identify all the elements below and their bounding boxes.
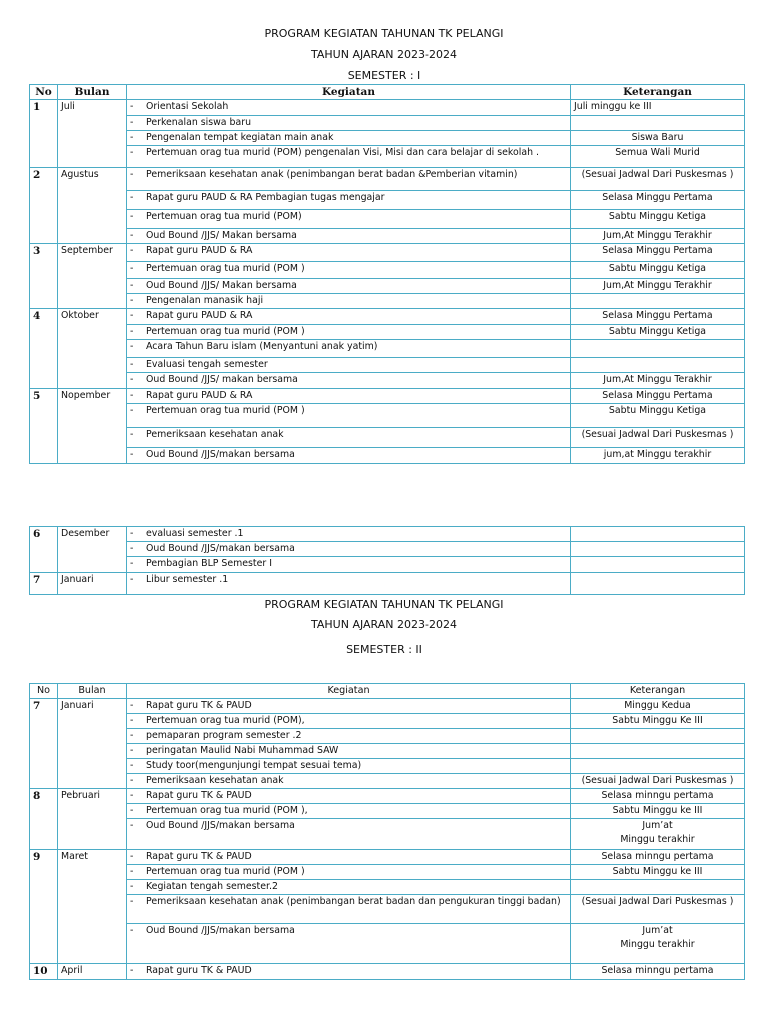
activity-text: Pertemuan orag tua murid (POM ), — [146, 805, 308, 816]
semester2-table — [29, 683, 745, 980]
keterangan-cell — [571, 358, 745, 373]
activity-cell — [127, 448, 571, 464]
table-row — [30, 262, 745, 279]
activity-text: Rapat guru TK & PAUD — [146, 790, 252, 801]
activity-cell — [127, 759, 571, 774]
activity-text: Oud Bound /JJS/ Makan bersama — [146, 230, 297, 241]
table-row — [30, 229, 745, 244]
keterangan-text: Siswa Baru — [631, 132, 684, 143]
keterangan-cell — [571, 244, 745, 262]
table-row — [30, 819, 745, 850]
table-row — [30, 542, 745, 557]
bullet-dash: - — [130, 310, 134, 321]
table-row — [30, 729, 745, 744]
activity-cell — [127, 542, 571, 557]
activity-text: Oud Bound /JJS/ makan bersama — [146, 374, 298, 385]
table-row — [30, 804, 745, 819]
month-name: April — [58, 964, 127, 980]
semester2-academic-year: TAHUN AJARAN 2023-2024 — [311, 618, 457, 631]
keterangan-cell — [571, 774, 745, 789]
month-number: 10 — [30, 964, 58, 980]
keterangan-cell — [571, 210, 745, 229]
bullet-dash: - — [130, 101, 134, 112]
bullet-dash: - — [130, 760, 134, 771]
bullet-dash: - — [130, 359, 134, 370]
table-row — [30, 714, 745, 729]
bullet-dash: - — [130, 574, 134, 585]
activity-text: Rapat guru TK & PAUD — [146, 700, 252, 711]
table-row — [30, 168, 745, 191]
keterangan-text: Sabtu Minggu ke III — [612, 805, 703, 816]
activity-text: Pertemuan orag tua murid (POM ) — [146, 263, 305, 274]
keterangan-cell — [571, 279, 745, 294]
keterangan-text: Sabtu Minggu Ketiga — [608, 326, 707, 337]
month-name: Maret — [58, 850, 127, 964]
activity-text: Pembagian BLP Semester I — [146, 558, 272, 569]
activity-cell — [127, 557, 571, 573]
table-row — [30, 244, 745, 262]
header-bulan: Bulan — [58, 684, 127, 699]
bullet-dash: - — [130, 851, 134, 862]
month-number: 1 — [30, 100, 58, 168]
keterangan-text: Juli minggu ke III — [574, 101, 652, 112]
table-row — [30, 850, 745, 865]
keterangan-cell — [571, 527, 745, 542]
semester1-continued-table — [29, 526, 745, 595]
table-row — [30, 573, 745, 595]
keterangan-cell — [571, 895, 745, 924]
month-number: 7 — [30, 699, 58, 789]
activity-text: Pertemuan orag tua murid (POM) — [146, 211, 302, 222]
bullet-dash: - — [130, 896, 134, 907]
activity-text: evaluasi semester .1 — [146, 528, 244, 539]
activity-text: Oud Bound /JJS/ Makan bersama — [146, 280, 297, 291]
activity-cell — [127, 131, 571, 146]
keterangan-cell — [571, 262, 745, 279]
keterangan-cell — [571, 699, 745, 714]
header-keterangan: Keterangan — [571, 85, 745, 100]
table-row — [30, 744, 745, 759]
bullet-dash: - — [130, 263, 134, 274]
keterangan-text: Jum,At Minggu Terakhir — [603, 230, 712, 241]
bullet-dash: - — [130, 558, 134, 569]
keterangan-cell — [571, 404, 745, 428]
table-row — [30, 294, 745, 309]
semester1-academic-year: TAHUN AJARAN 2023-2024 — [311, 48, 457, 61]
month-name: Juli — [58, 100, 127, 168]
activity-cell — [127, 389, 571, 404]
keterangan-text: (Sesuai Jadwal Dari Puskesmas ) — [581, 775, 734, 786]
activity-text: peringatan Maulid Nabi Muhammad SAW — [146, 745, 339, 756]
bullet-dash: - — [130, 866, 134, 877]
table-row — [30, 146, 745, 168]
keterangan-text: Sabtu Minggu Ketiga — [608, 405, 707, 416]
table-header-row — [30, 684, 745, 699]
bullet-dash: - — [130, 147, 134, 158]
table-row — [30, 789, 745, 804]
activity-text: Pemeriksaan kesehatan anak (penimbangan berat badan dan pengukuran tinggi badan) — [146, 896, 561, 907]
table-row — [30, 373, 745, 389]
activity-text: Pengenalan tempat kegiatan main anak — [146, 132, 334, 143]
activity-cell — [127, 527, 571, 542]
activity-text: Pemeriksaan kesehatan anak — [146, 775, 284, 786]
activity-cell — [127, 428, 571, 448]
activity-text: Oud Bound /JJS/makan bersama — [146, 449, 295, 460]
bullet-dash: - — [130, 730, 134, 741]
bullet-dash: - — [130, 211, 134, 222]
header-kegiatan: Kegiatan — [127, 684, 571, 699]
keterangan-cell — [571, 100, 745, 116]
semester1-label: SEMESTER : I — [347, 69, 421, 82]
activity-cell — [127, 774, 571, 789]
keterangan-cell — [571, 714, 745, 729]
month-name: Agustus — [58, 168, 127, 244]
month-number: 5 — [30, 389, 58, 464]
activity-cell — [127, 146, 571, 168]
keterangan-cell — [571, 729, 745, 744]
activity-text: Pemeriksaan kesehatan anak — [146, 429, 284, 440]
bullet-dash: - — [130, 390, 134, 401]
table-row — [30, 340, 745, 358]
activity-cell — [127, 325, 571, 340]
table-row — [30, 389, 745, 404]
activity-text: Pertemuan orag tua murid (POM ) — [146, 326, 305, 337]
keterangan-cell — [571, 744, 745, 759]
table-row — [30, 557, 745, 573]
month-name: Januari — [58, 699, 127, 789]
table-row — [30, 325, 745, 340]
activity-text: Kegiatan tengah semester.2 — [146, 881, 278, 892]
keterangan-text: Sabtu Minggu Ke III — [612, 715, 703, 726]
keterangan-text: Selasa minngu pertama — [601, 965, 714, 976]
activity-cell — [127, 100, 571, 116]
table-row — [30, 880, 745, 895]
keterangan-text: Selasa Minggu Pertama — [602, 390, 713, 401]
bullet-dash: - — [130, 820, 134, 831]
activity-cell — [127, 819, 571, 850]
bullet-dash: - — [130, 449, 134, 460]
header-no: No — [30, 684, 58, 699]
activity-cell — [127, 744, 571, 759]
activity-text: Oud Bound /JJS/makan bersama — [146, 820, 295, 831]
keterangan-cell — [571, 389, 745, 404]
keterangan-cell — [571, 542, 745, 557]
table-row — [30, 116, 745, 131]
activity-text: Rapat guru PAUD & RA — [146, 310, 253, 321]
keterangan-cell — [571, 116, 745, 131]
keterangan-cell — [571, 229, 745, 244]
bullet-dash: - — [130, 805, 134, 816]
bullet-dash: - — [130, 341, 134, 352]
bullet-dash: - — [130, 132, 134, 143]
keterangan-cell — [571, 573, 745, 595]
month-number: 3 — [30, 244, 58, 309]
bullet-dash: - — [130, 326, 134, 337]
keterangan-text: Selasa minngu pertama — [601, 790, 714, 801]
keterangan-cell — [571, 325, 745, 340]
month-name: September — [58, 244, 127, 309]
table-row — [30, 210, 745, 229]
activity-cell — [127, 573, 571, 595]
keterangan-cell — [571, 309, 745, 325]
month-number: 2 — [30, 168, 58, 244]
month-number: 4 — [30, 309, 58, 389]
keterangan-text: Selasa Minggu Pertama — [602, 192, 713, 203]
activity-cell — [127, 895, 571, 924]
table-row — [30, 448, 745, 464]
table-row — [30, 279, 745, 294]
semester2-title: PROGRAM KEGIATAN TAHUNAN TK PELANGI — [264, 598, 504, 611]
table-row — [30, 865, 745, 880]
activity-cell — [127, 210, 571, 229]
bullet-dash: - — [130, 117, 134, 128]
activity-text: pemaparan program semester .2 — [146, 730, 302, 741]
table-row — [30, 358, 745, 373]
activity-text: Pertemuan orag tua murid (POM ) — [146, 866, 305, 877]
keterangan-text: Jum’at — [642, 925, 673, 936]
bullet-dash: - — [130, 528, 134, 539]
bullet-dash: - — [130, 715, 134, 726]
keterangan-cell — [571, 804, 745, 819]
header-kegiatan: Kegiatan — [127, 85, 571, 100]
activity-cell — [127, 116, 571, 131]
activity-text: Pemeriksaan kesehatan anak (penimbangan berat badan &Pemberian vitamin) — [146, 169, 518, 180]
activity-text: Rapat guru PAUD & RA — [146, 245, 253, 256]
activity-cell — [127, 865, 571, 880]
keterangan-text: Jum’at — [642, 820, 673, 831]
table-row — [30, 895, 745, 924]
activity-cell — [127, 964, 571, 980]
keterangan-cell — [571, 924, 745, 964]
bullet-dash: - — [130, 790, 134, 801]
activity-cell — [127, 244, 571, 262]
table-row — [30, 428, 745, 448]
bullet-dash: - — [130, 295, 134, 306]
bullet-dash: - — [130, 745, 134, 756]
month-name: Pebruari — [58, 789, 127, 850]
table-row — [30, 131, 745, 146]
keterangan-text: (Sesuai Jadwal Dari Puskesmas ) — [581, 429, 734, 440]
activity-cell — [127, 358, 571, 373]
keterangan-cell — [571, 294, 745, 309]
month-number: 9 — [30, 850, 58, 964]
activity-cell — [127, 729, 571, 744]
keterangan-text: Minggu Kedua — [624, 700, 691, 711]
activity-cell — [127, 699, 571, 714]
keterangan-text: Selasa Minggu Pertama — [602, 310, 713, 321]
semester2-label: SEMESTER : II — [346, 643, 422, 656]
table-row — [30, 100, 745, 116]
activity-text: Pertemuan orag tua murid (POM), — [146, 715, 305, 726]
keterangan-text-line2: Minggu terakhir — [620, 834, 695, 845]
semester1-table — [29, 84, 745, 464]
activity-cell — [127, 191, 571, 210]
bullet-dash: - — [130, 230, 134, 241]
keterangan-text: Sabtu Minggu Ketiga — [608, 211, 707, 222]
keterangan-cell — [571, 191, 745, 210]
activity-cell — [127, 294, 571, 309]
month-number: 8 — [30, 789, 58, 850]
activity-cell — [127, 229, 571, 244]
keterangan-cell — [571, 850, 745, 865]
keterangan-text-line2: Minggu terakhir — [620, 939, 695, 950]
keterangan-cell — [571, 448, 745, 464]
table-row — [30, 699, 745, 714]
month-number: 7 — [30, 573, 58, 595]
bullet-dash: - — [130, 881, 134, 892]
activity-cell — [127, 880, 571, 895]
activity-cell — [127, 309, 571, 325]
table-row — [30, 527, 745, 542]
activity-cell — [127, 789, 571, 804]
header-keterangan: Keterangan — [571, 684, 745, 699]
activity-text: Pengenalan manasik haji — [146, 295, 264, 306]
keterangan-text: Sabtu Minggu ke III — [612, 866, 703, 877]
bullet-dash: - — [130, 169, 134, 180]
activity-cell — [127, 404, 571, 428]
keterangan-cell — [571, 819, 745, 850]
activity-cell — [127, 714, 571, 729]
activity-cell — [127, 168, 571, 191]
activity-text: Oud Bound /JJS/makan bersama — [146, 543, 295, 554]
activity-text: Libur semester .1 — [146, 574, 229, 585]
month-number: 6 — [30, 527, 58, 573]
activity-text: Perkenalan siswa baru — [146, 117, 252, 128]
month-name: Nopember — [58, 389, 127, 464]
table-row — [30, 964, 745, 980]
table-row — [30, 759, 745, 774]
activity-text: Rapat guru TK & PAUD — [146, 965, 252, 976]
bullet-dash: - — [130, 405, 134, 416]
bullet-dash: - — [130, 775, 134, 786]
activity-cell — [127, 804, 571, 819]
keterangan-cell — [571, 865, 745, 880]
keterangan-text: Selasa Minggu Pertama — [602, 245, 713, 256]
keterangan-text: Jum,At Minggu Terakhir — [603, 374, 712, 385]
keterangan-text: Selasa minngu pertama — [601, 851, 714, 862]
keterangan-text: (Sesuai Jadwal Dari Puskesmas ) — [581, 169, 734, 180]
bullet-dash: - — [130, 965, 134, 976]
activity-text: Pertemuan orag tua murid (POM ) — [146, 405, 305, 416]
bullet-dash: - — [130, 700, 134, 711]
keterangan-cell — [571, 880, 745, 895]
keterangan-text: jum,at Minggu terakhir — [603, 449, 712, 460]
bullet-dash: - — [130, 429, 134, 440]
keterangan-cell — [571, 168, 745, 191]
activity-text: Orientasi Sekolah — [146, 101, 229, 112]
month-name: Desember — [58, 527, 127, 573]
table-row — [30, 191, 745, 210]
activity-cell — [127, 340, 571, 358]
keterangan-cell — [571, 759, 745, 774]
bullet-dash: - — [130, 280, 134, 291]
bullet-dash: - — [130, 543, 134, 554]
activity-text: Oud Bound /JJS/makan bersama — [146, 925, 295, 936]
header-bulan: Bulan — [58, 85, 127, 100]
activity-text: Study toor(mengunjungi tempat sesuai tema) — [146, 760, 362, 771]
keterangan-cell — [571, 789, 745, 804]
activity-text: Evaluasi tengah semester — [146, 359, 268, 370]
activity-cell — [127, 373, 571, 389]
bullet-dash: - — [130, 374, 134, 385]
keterangan-cell — [571, 131, 745, 146]
keterangan-cell — [571, 557, 745, 573]
header-no: No — [30, 85, 58, 100]
activity-text: Rapat guru TK & PAUD — [146, 851, 252, 862]
month-name: Januari — [58, 573, 127, 595]
activity-cell — [127, 924, 571, 964]
month-name: Oktober — [58, 309, 127, 389]
activity-text: Rapat guru PAUD & RA — [146, 390, 253, 401]
keterangan-cell — [571, 146, 745, 168]
table-row — [30, 309, 745, 325]
bullet-dash: - — [130, 192, 134, 203]
keterangan-text: Sabtu Minggu Ketiga — [608, 263, 707, 274]
table-row — [30, 924, 745, 964]
keterangan-cell — [571, 373, 745, 389]
bullet-dash: - — [130, 925, 134, 936]
activity-cell — [127, 279, 571, 294]
table-row — [30, 774, 745, 789]
table-row — [30, 404, 745, 428]
semester1-title: PROGRAM KEGIATAN TAHUNAN TK PELANGI — [264, 27, 504, 40]
activity-text: Acara Tahun Baru islam (Menyantuni anak yatim) — [146, 341, 378, 352]
keterangan-cell — [571, 428, 745, 448]
keterangan-cell — [571, 340, 745, 358]
table-header-row — [30, 85, 745, 100]
bullet-dash: - — [130, 245, 134, 256]
keterangan-cell — [571, 964, 745, 980]
keterangan-text: Semua Wali Murid — [615, 147, 700, 158]
activity-cell — [127, 262, 571, 279]
keterangan-text: Jum,At Minggu Terakhir — [603, 280, 712, 291]
activity-cell — [127, 850, 571, 865]
keterangan-text: (Sesuai Jadwal Dari Puskesmas ) — [581, 896, 734, 907]
activity-text: Pertemuan orag tua murid (POM) pengenalan Visi, Misi dan cara belajar di sekolah . — [146, 147, 539, 158]
activity-text: Rapat guru PAUD & RA Pembagian tugas mengajar — [146, 192, 385, 203]
